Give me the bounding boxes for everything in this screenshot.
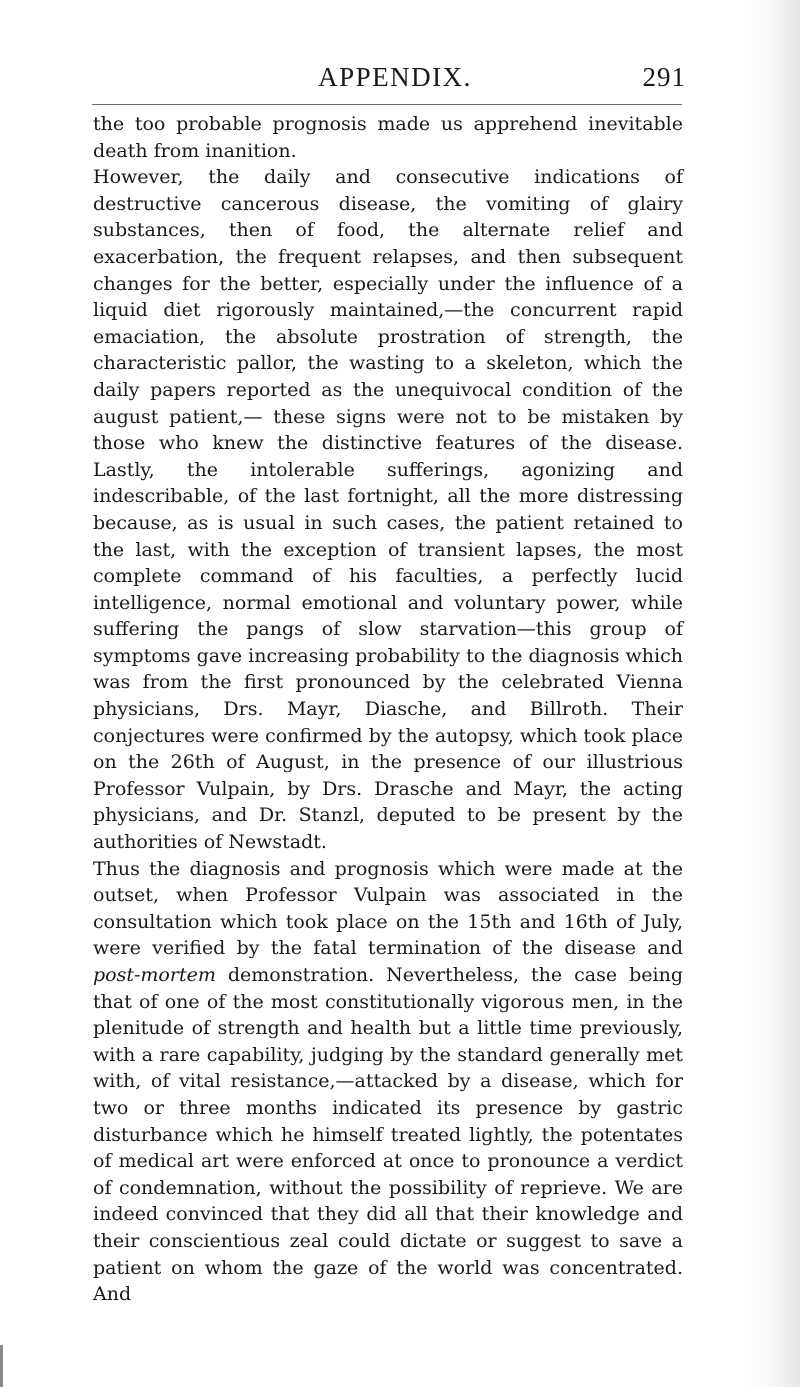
paragraph-text-segment: Thus the diagnosis and prognosis which were made at the outset, when Professor Vulpain was associated in the consultation which took place on the 15th and 16th of July, were verified by the fatal termination of the disease and [93,857,683,960]
running-title: APPENDIX. [318,62,472,92]
running-head [100,62,690,102]
scan-edge-mark [0,1345,3,1387]
header-rule [92,104,682,105]
paragraph-text-segment: demonstration. Nevertheless, the case being that of one of the most constitutionally vigorous men, in the plenitude of strength and health but a little time previously, with a rare capability, judging by the standard generally met with, of vital resistance,—attacked by a disease, which for two or three months indicated its presence by gastric disturbance which he himself treated lightly, the potentates of medical art were enforced at once to pronounce a verdict of condemnation, without the possibility of reprieve. We are indeed convinced that they did all that their knowledge and their conscientious zeal could dictate or suggest to save a patient on whom the gaze of the world was concentrated. And [93,964,683,1306]
page-number: 291 [642,62,686,92]
italic-term: post-mortem [93,964,216,986]
paragraph-diagnosis-verified [93,856,683,1308]
paragraph-destructive-disease: However, the daily and consecutive indications of destructive cancerous disease, the vomiting of glairy substances, then of food, the alternate relief and exacerbation, the frequent relapses, and then subsequent changes for the better, especially under the influence of a liquid diet rigorously maintained,—the concurrent rapid emaciation, the absolute prostration of strength, the characteristic pallor, the wasting to a skeleton, which the daily papers reported as the unequivocal condition of the august patient,— these signs were not to be mistaken by those who knew the distinctive features of the disease. Lastly, the intolerable sufferings, agonizing and indescribable, of the last fortnight, all the more distressing because, as is usual in such cases, the patient retained to the last, with the exception of transient lapses, the most complete command of his faculties, a perfectly lucid intelligence, normal emotional and voluntary power, while suffering the pangs of slow starvation—this group of symptoms gave increasing probability to the diagnosis which was from the first pronounced by the celebrated Vienna physicians, Drs. Mayr, Diasche, and Billroth. Their conjectures were confirmed by the autopsy, which took place on the 26th of August, in the presence of our illustrious Professor Vulpain, by Drs. Drasche and Mayr, the acting physicians, and Dr. Stanzl, deputed to be present by the authorities of Newstadt. [93,166,683,854]
page-edge-shadow [745,0,800,1387]
paragraph-continuation: the too probable prognosis made us apprehend inevitable death from inanition. [93,113,683,162]
body-text [93,111,683,1308]
